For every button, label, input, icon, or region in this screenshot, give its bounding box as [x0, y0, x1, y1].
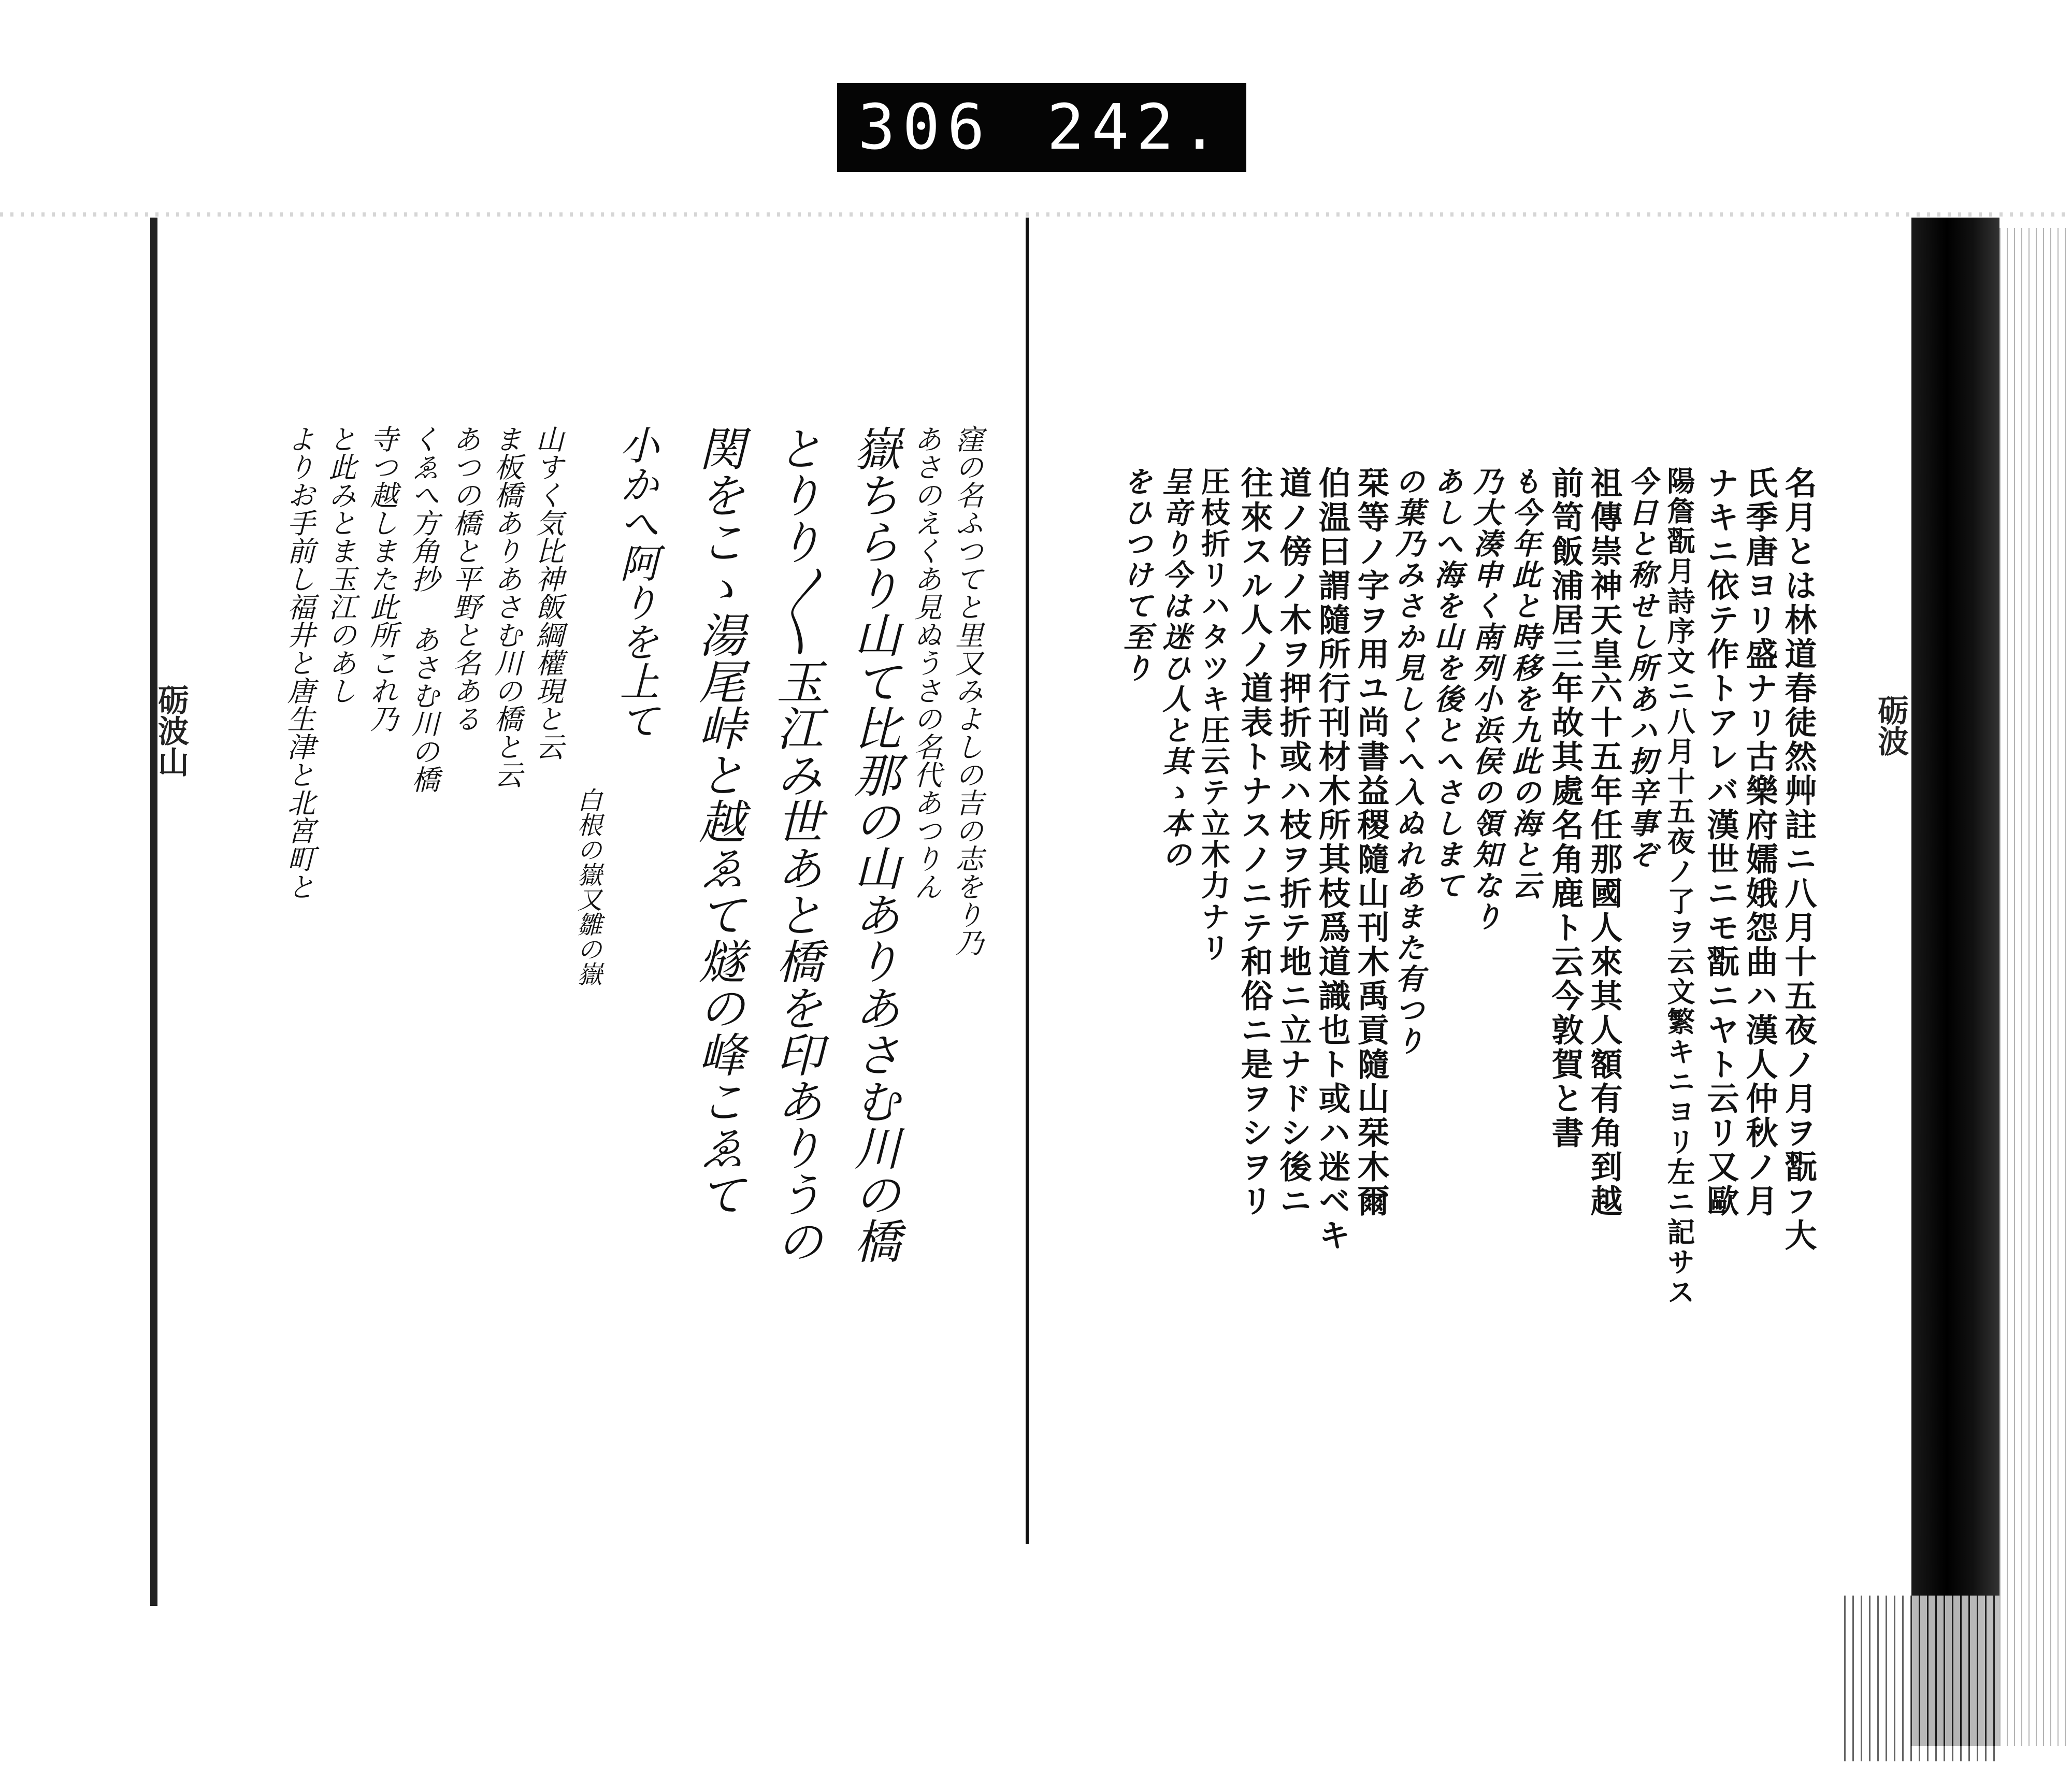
- right-col-14: 道ノ傍ノ木ヲ押折或ハ枝ヲ折テ地ニ立ナドシ後ニ: [1274, 466, 1312, 1218]
- right-col-13: 伯温曰謂隨所行刊材木所其枝爲道識也ト或ハ迷ベキ: [1313, 466, 1351, 1253]
- right-col-2: 氏季唐ヨリ盛ナリ古樂府嬬娥怨曲ハ漢人仲秋ノ月: [1740, 466, 1778, 1218]
- left-col-5: 関をこゝ湯尾峠と越ゑて燧の峰こゑて: [690, 425, 745, 1217]
- right-col-18: をひつけて至り: [1119, 466, 1153, 684]
- right-col-1: 名月とは林道春徒然艸註ニ八月十五夜ノ月ヲ翫フ大: [1779, 466, 1817, 1253]
- right-margin-header: 砺波: [1873, 694, 1909, 756]
- right-col-11: の葉乃みさか見しくへ入ぬれあまた有つり: [1391, 466, 1425, 1057]
- left-col-11: くゑへ方角抄 あさむ川の橋: [407, 425, 440, 793]
- left-col-1: 窪の名ふつてと里又みよしの吉の志をり乃: [951, 425, 984, 956]
- right-col-16: 圧枝折リハタツキ圧云テ立木力ナリ: [1197, 466, 1231, 964]
- right-col-7: 前笥飯浦居三年故其處名角鹿ト云今敦賀と書: [1546, 466, 1584, 1150]
- right-col-10: あしへ海を山を後とへさしまて: [1430, 466, 1464, 901]
- left-col-8: 山すく気比神飯綱權現と云: [531, 425, 564, 760]
- scan-edge: [0, 212, 2072, 217]
- right-number: 242.: [1047, 91, 1226, 164]
- archive-number-label: [837, 83, 1246, 172]
- right-col-17: 呈竒り今は迷ひ人と其ゝ本の: [1158, 466, 1192, 870]
- left-margin-header: 砺波山: [153, 684, 189, 777]
- right-col-9: 乃大湊申く南列小浜侯の領知なり: [1469, 466, 1503, 932]
- book-spine-shadow: [1911, 218, 1999, 1746]
- page-stack-edge: [1844, 1596, 1999, 1761]
- left-col-12: 寺つ越しまた此所これ乃: [366, 425, 398, 733]
- right-col-8: も今年此と時移を九此の海と云: [1507, 466, 1542, 901]
- left-col-10: あつの橋と平野と名ある: [449, 425, 481, 733]
- left-col-2: あさのえくあ見ぬうさの名代あつりん: [910, 425, 942, 900]
- right-col-6: 祖傳崇神天皇六十五年任那國人來其人額有角到越: [1585, 466, 1623, 1218]
- left-col-6: 小かへ阿りを上て: [613, 425, 659, 740]
- right-col-4: 陽詹翫月詩序文ニ八月十五夜ノ了ヲ云文繁キニヨリ左ニ記サス: [1663, 466, 1696, 1308]
- right-col-5: 今日と称せし所あハ扨辛事ぞ: [1624, 466, 1658, 870]
- page-edge-lines: [1999, 228, 2072, 1746]
- right-col-3: ナキニ依テ作トアレバ漢世ニモ翫ニヤト云リ又歐: [1702, 466, 1739, 1218]
- left-col-7: 白根の嶽又雛の嶽: [573, 787, 602, 986]
- left-col-14: よりお手前し福井と唐生津と北宮町と: [283, 425, 315, 900]
- left-col-13: と此みとま玉江のあし: [324, 425, 357, 705]
- left-col-3: 嶽ちらり山て比那の山ありあさむ川の橋: [846, 425, 900, 1264]
- right-col-15: 往來スル人ノ道表トナスノニテ和俗ニ是ヲシヲリ: [1235, 466, 1273, 1218]
- left-col-4: とりり〱玉江み世あと橋を印ありうの: [768, 425, 823, 1264]
- left-number: 306: [858, 91, 992, 164]
- left-col-9: ま板橋ありあさむ川の橋と云: [490, 425, 523, 788]
- right-col-12: 栞等ノ字ヲ用ユ尚書益稷隨山刊木禹貢隨山栞木爾: [1352, 466, 1390, 1218]
